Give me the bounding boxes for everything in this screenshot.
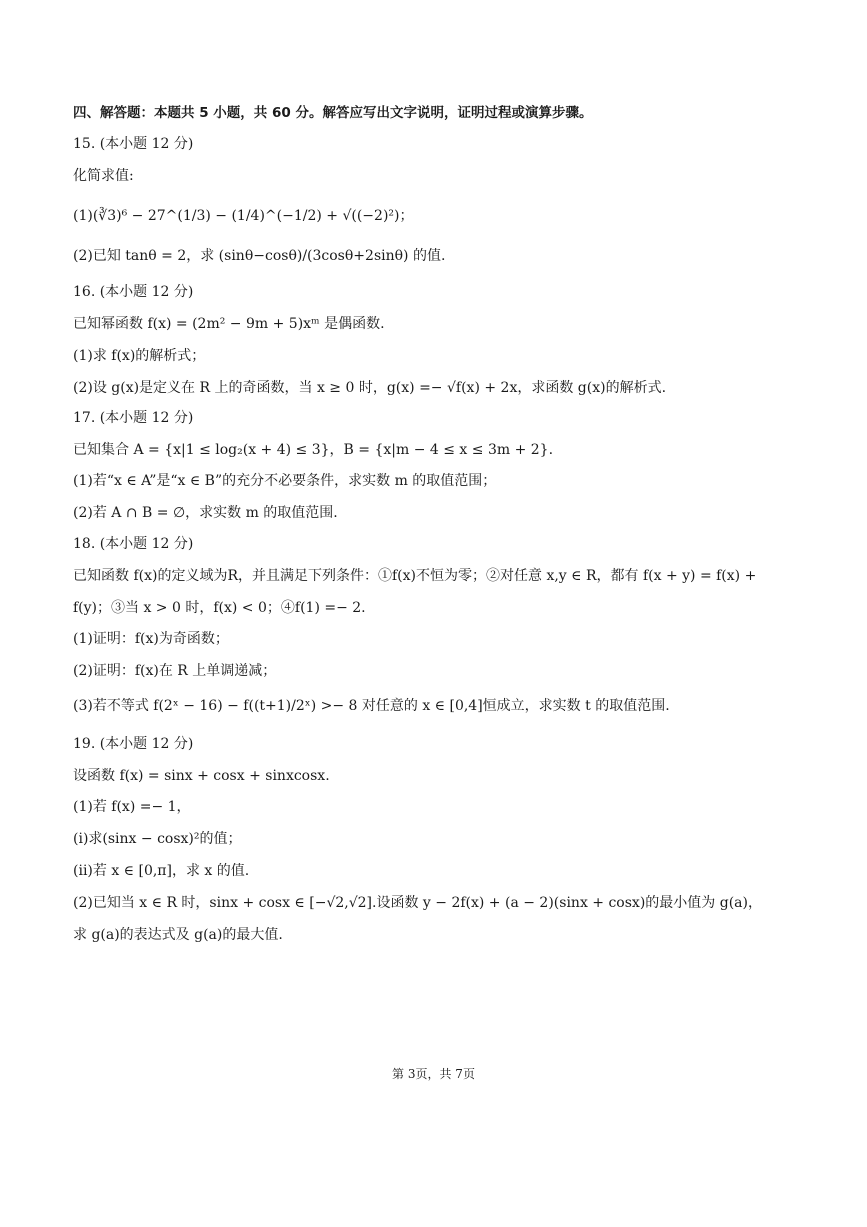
problem-15-part1: (1)(∛3)⁶ − 27^(1/3) − (1/4)^(−1/2) + √((−2)²)； (73, 208, 414, 224)
problem-19-part1-i: (i)求(sinx − cosx)²的值； (73, 831, 242, 847)
problem-18-intro-line2: f(y)；③当 x > 0 时，f(x) < 0；④f(1) =− 2. (73, 600, 366, 616)
problem-19-heading: 19. (本小题 12 分) (73, 736, 194, 752)
problem-15-heading: 15. (本小题 12 分) (73, 136, 194, 152)
section-header: 四、解答题：本题共 5 小题，共 60 分。解答应写出文字说明，证明过程或演算步骤。 (73, 105, 593, 121)
problem-19-part2-line2: 求 g(a)的表达式及 g(a)的最大值. (73, 927, 283, 943)
problem-19-intro: 设函数 f(x) = sinx + cosx + sinxcosx. (73, 768, 330, 784)
problem-16-part2: (2)设 g(x)是定义在 R 上的奇函数，当 x ≥ 0 时，g(x) =− √f(x) + 2x，求函数 g(x)的解析式. (73, 380, 667, 396)
problem-15-intro: 化简求值: (73, 168, 134, 184)
problem-17-part1: (1)若“x ∈ A”是“x ∈ B”的充分不必要条件，求实数 m 的取值范围； (73, 473, 497, 489)
problem-19-part1: (1)若 f(x) =− 1， (73, 799, 191, 815)
problem-17-part2: (2)若 A ∩ B = ∅，求实数 m 的取值范围. (73, 505, 338, 521)
page-footer: 第 3页，共 7页 (392, 1067, 475, 1081)
problem-18-heading: 18. (本小题 12 分) (73, 536, 194, 552)
problem-16-heading: 16. (本小题 12 分) (73, 284, 194, 300)
problem-18-part2: (2)证明：f(x)在 R 上单调递减； (73, 663, 277, 679)
problem-17-heading: 17. (本小题 12 分) (73, 410, 194, 426)
problem-19-part2-line1: (2)已知当 x ∈ R 时，sinx + cosx ∈ [−√2,√2].设函数 y − 2f(x) + (a − 2)(sinx + cosx)的最小值为 g(a)， (73, 895, 762, 911)
problem-18-intro-line1: 已知函数 f(x)的定义域为R，并且满足下列条件：①f(x)不恒为零；②对任意 x,y ∈ R，都有 f(x + y) = f(x) + (73, 568, 757, 584)
problem-18-part3: (3)若不等式 f(2ˣ − 16) − f((t+1)/2ˣ) >− 8 对任意的 x ∈ [0,4]恒成立，求实数 t 的取值范围. (73, 698, 670, 714)
problem-15-part2: (2)已知 tanθ = 2，求 (sinθ−cosθ)/(3cosθ+2sinθ) 的值. (73, 248, 446, 264)
problem-16-intro: 已知幂函数 f(x) = (2m² − 9m + 5)xᵐ 是偶函数. (73, 316, 385, 332)
problem-18-part1: (1)证明：f(x)为奇函数； (73, 631, 229, 647)
problem-19-part1-ii: (ii)若 x ∈ [0,π]，求 x 的值. (73, 863, 250, 879)
problem-17-intro: 已知集合 A = {x|1 ≤ log₂(x + 4) ≤ 3}，B = {x|m − 4 ≤ x ≤ 3m + 2}. (73, 442, 554, 458)
problem-16-part1: (1)求 f(x)的解析式； (73, 348, 206, 364)
